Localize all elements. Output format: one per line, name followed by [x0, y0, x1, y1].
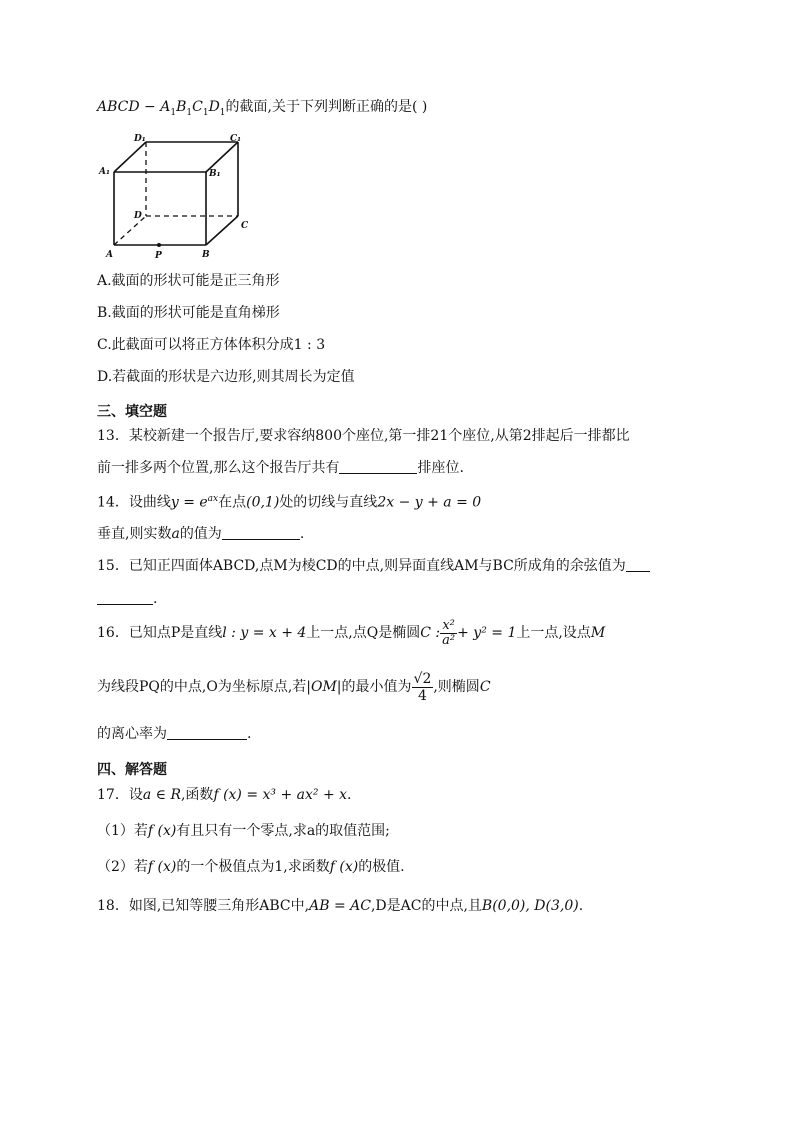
q14-line2: 垂直,则实数a的值为 .: [97, 526, 305, 542]
q17-line1: 17．设a ∈ R,函数f (x) = x³ + ax² + x.: [97, 787, 352, 803]
q15-line2: .: [97, 589, 157, 609]
q16-line1: 16．已知点P是直线l : y = x + 4上一点,点Q是椭圆C : $\frac{\text{x²}}{\text{a²}}$ + y² = 1上一点,设点M: [97, 617, 606, 648]
section-3-title: 三、填空题: [97, 404, 167, 420]
q17-part2: （2）若f (x)的一个极值点为1,求函数f (x)的极值.: [97, 859, 405, 875]
q14-answer-blank: [222, 525, 300, 540]
q14-line1: 14．设曲线$y = e^{ax}$在点(0,1)处的切线与直线2x − y + a = 0: [97, 494, 482, 511]
label-b1: B₁: [209, 169, 221, 179]
q16-answer-blank: [167, 725, 247, 740]
point-p: [157, 243, 161, 247]
label-d1: D₁: [134, 134, 146, 144]
q12-option-d: D.若截面的形状是六边形,则其周长为定值: [97, 369, 355, 385]
label-c1: C₁: [230, 134, 242, 144]
label-a1: A₁: [99, 167, 110, 177]
q15-answer-blank-1: [626, 557, 650, 572]
q16-line3: 的离心率为 .: [97, 726, 252, 742]
cube-figure: [96, 130, 256, 260]
q12-stem: ABCD − $A_1B_1C_1D_1$的截面,关于下列判断正确的是( ): [97, 99, 428, 118]
label-b: B: [202, 250, 210, 260]
label-p: P: [155, 251, 162, 260]
q18-line1: 18．如图,已知等腰三角形ABC中,AB = AC,D是AC的中点,且B(0,0), D(3,0).: [97, 898, 584, 914]
q12-option-c: C.此截面可以将正方体体积分成1 : 3: [97, 337, 326, 353]
q13-answer-blank: [339, 459, 417, 474]
section-4-title: 四、解答题: [97, 762, 167, 778]
q13-line2: 前一排多两个位置,那么这个报告厅共有 排座位.: [97, 460, 464, 476]
q12-option-a: A.截面的形状可能是正三角形: [97, 273, 280, 289]
q15-line1: 15．已知正四面体ABCD,点M为棱CD的中点,则异面直线AM与BC所成角的余弦值为: [97, 556, 650, 576]
ellipse-fraction: $\frac{\text{x²}}{\text{a²}}$: [442, 617, 456, 648]
q12-option-b: B.截面的形状可能是直角梯形: [97, 305, 280, 321]
label-c: C: [241, 221, 249, 231]
q17-part1: （1）若f (x)有且只有一个零点,求a的取值范围;: [97, 823, 390, 839]
label-d: D: [134, 211, 142, 221]
label-a: A: [106, 250, 113, 260]
q15-answer-blank-2: [97, 590, 153, 605]
q16-line2: 为线段PQ的中点,O为坐标原点,若|OM|的最小值为 $\frac{√2}{4}$ ,则椭圆C: [97, 670, 491, 704]
q13-line1: 13．某校新建一个报告厅,要求容纳800个座位,第一排21个座位,从第2排起后一排都比: [97, 428, 630, 444]
sqrt-fraction: $\frac{√2}{4}$: [413, 670, 432, 704]
